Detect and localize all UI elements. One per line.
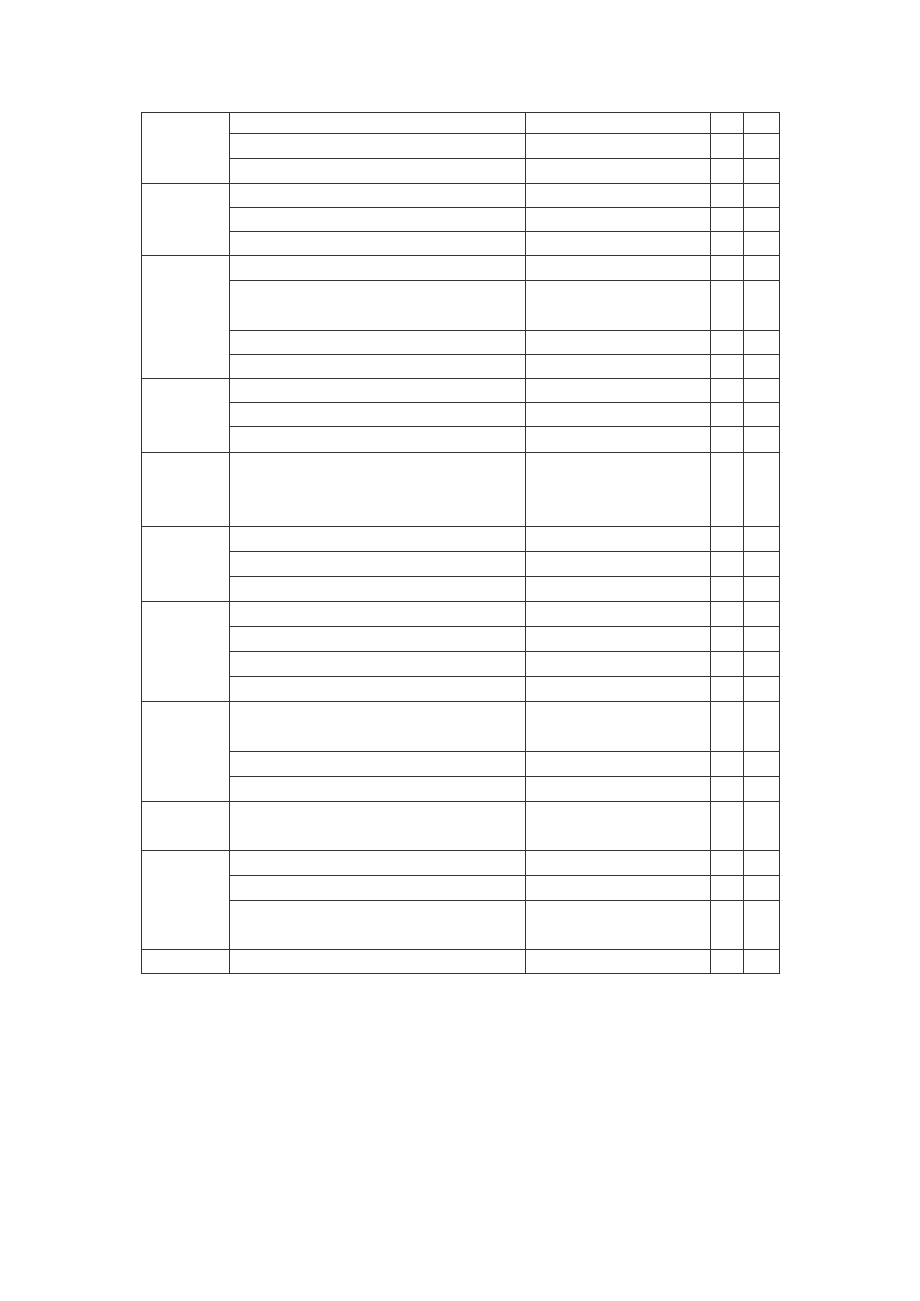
- status-cell[interactable]: [744, 331, 780, 355]
- inspection-item-cell: [230, 876, 526, 901]
- inspection-item-cell: [230, 208, 526, 232]
- table-row: [142, 331, 780, 355]
- standard-cell: [526, 256, 711, 281]
- standard-cell: [526, 184, 711, 208]
- inspection-item-cell: [230, 232, 526, 256]
- standard-cell: [526, 876, 711, 901]
- table-row: [142, 602, 780, 627]
- status-cell[interactable]: [711, 159, 744, 184]
- table-row: [142, 256, 780, 281]
- standard-cell: [526, 134, 711, 159]
- table-row: [142, 527, 780, 552]
- status-cell[interactable]: [744, 113, 780, 134]
- inspection-item-cell: [230, 281, 526, 331]
- status-cell[interactable]: [711, 379, 744, 403]
- standard-cell: [526, 453, 711, 527]
- table-row: [142, 134, 780, 159]
- status-cell[interactable]: [744, 627, 780, 652]
- table-row: [142, 453, 780, 527]
- category-cell: [142, 379, 230, 453]
- standard-cell: [526, 901, 711, 950]
- status-cell[interactable]: [711, 134, 744, 159]
- status-cell[interactable]: [711, 331, 744, 355]
- standard-cell: [526, 577, 711, 602]
- status-cell[interactable]: [711, 232, 744, 256]
- status-cell[interactable]: [744, 752, 780, 777]
- status-cell[interactable]: [744, 527, 780, 552]
- status-cell[interactable]: [744, 134, 780, 159]
- status-cell[interactable]: [711, 208, 744, 232]
- status-cell[interactable]: [744, 453, 780, 527]
- table-row: [142, 208, 780, 232]
- inspection-item-cell: [230, 331, 526, 355]
- category-cell: [142, 602, 230, 702]
- standard-cell: [526, 379, 711, 403]
- status-cell[interactable]: [744, 208, 780, 232]
- status-cell[interactable]: [744, 602, 780, 627]
- table-row: [142, 752, 780, 777]
- status-cell[interactable]: [744, 184, 780, 208]
- inspection-item-cell: [230, 403, 526, 427]
- standard-cell: [526, 331, 711, 355]
- standard-cell: [526, 802, 711, 851]
- inspection-item-cell: [230, 602, 526, 627]
- inspection-item-cell: [230, 527, 526, 552]
- standard-cell: [526, 427, 711, 453]
- inspection-item-cell: [230, 184, 526, 208]
- status-cell[interactable]: [744, 950, 780, 974]
- standard-cell: [526, 113, 711, 134]
- standard-cell: [526, 552, 711, 577]
- status-cell[interactable]: [711, 802, 744, 851]
- status-cell[interactable]: [744, 403, 780, 427]
- status-cell[interactable]: [711, 602, 744, 627]
- inspection-item-cell: [230, 677, 526, 702]
- status-cell[interactable]: [711, 184, 744, 208]
- inspection-item-cell: [230, 851, 526, 876]
- status-cell[interactable]: [711, 752, 744, 777]
- status-cell[interactable]: [744, 552, 780, 577]
- inspection-table: [141, 112, 780, 974]
- category-cell: [142, 256, 230, 379]
- status-cell[interactable]: [711, 677, 744, 702]
- table-row: [142, 851, 780, 876]
- status-cell[interactable]: [711, 453, 744, 527]
- inspection-item-cell: [230, 577, 526, 602]
- table-row: [142, 552, 780, 577]
- status-cell[interactable]: [744, 232, 780, 256]
- category-cell: [142, 453, 230, 527]
- inspection-item-cell: [230, 950, 526, 974]
- status-cell[interactable]: [711, 627, 744, 652]
- standard-cell: [526, 208, 711, 232]
- status-cell[interactable]: [711, 777, 744, 802]
- category-cell: [142, 950, 230, 974]
- status-cell[interactable]: [711, 427, 744, 453]
- status-cell[interactable]: [711, 113, 744, 134]
- category-cell: [142, 702, 230, 802]
- status-cell[interactable]: [711, 527, 744, 552]
- standard-cell: [526, 677, 711, 702]
- status-cell[interactable]: [744, 379, 780, 403]
- standard-cell: [526, 281, 711, 331]
- standard-cell: [526, 652, 711, 677]
- status-cell[interactable]: [744, 281, 780, 331]
- table-row: [142, 281, 780, 331]
- table-row: [142, 950, 780, 974]
- inspection-item-cell: [230, 752, 526, 777]
- table-row: [142, 184, 780, 208]
- standard-cell: [526, 527, 711, 552]
- category-cell: [142, 802, 230, 851]
- inspection-item-cell: [230, 453, 526, 527]
- inspection-item-cell: [230, 355, 526, 379]
- inspection-item-cell: [230, 427, 526, 453]
- category-cell: [142, 527, 230, 602]
- category-cell: [142, 851, 230, 950]
- table-row: [142, 355, 780, 379]
- category-cell: [142, 113, 230, 184]
- table-row: [142, 652, 780, 677]
- inspection-item-cell: [230, 802, 526, 851]
- status-cell[interactable]: [711, 851, 744, 876]
- status-cell[interactable]: [711, 652, 744, 677]
- status-cell[interactable]: [744, 159, 780, 184]
- standard-cell: [526, 777, 711, 802]
- table-row: [142, 159, 780, 184]
- inspection-item-cell: [230, 134, 526, 159]
- status-cell[interactable]: [711, 552, 744, 577]
- inspection-item-cell: [230, 901, 526, 950]
- table-row: [142, 777, 780, 802]
- status-cell[interactable]: [744, 355, 780, 379]
- inspection-item-cell: [230, 379, 526, 403]
- table-row: [142, 876, 780, 901]
- standard-cell: [526, 602, 711, 627]
- status-cell[interactable]: [711, 256, 744, 281]
- status-cell[interactable]: [711, 950, 744, 974]
- status-cell[interactable]: [711, 577, 744, 602]
- status-cell[interactable]: [711, 403, 744, 427]
- inspection-table-body: [142, 113, 780, 974]
- inspection-item-cell: [230, 256, 526, 281]
- status-cell[interactable]: [744, 577, 780, 602]
- status-cell[interactable]: [744, 802, 780, 851]
- category-cell: [142, 184, 230, 256]
- table-row: [142, 627, 780, 652]
- inspection-item-cell: [230, 702, 526, 752]
- status-cell[interactable]: [744, 427, 780, 453]
- table-row: [142, 677, 780, 702]
- status-cell[interactable]: [711, 901, 744, 950]
- status-cell[interactable]: [711, 355, 744, 379]
- inspection-item-cell: [230, 627, 526, 652]
- status-cell[interactable]: [744, 652, 780, 677]
- status-cell[interactable]: [711, 281, 744, 331]
- status-cell[interactable]: [711, 702, 744, 752]
- inspection-item-cell: [230, 552, 526, 577]
- table-row: [142, 802, 780, 851]
- standard-cell: [526, 355, 711, 379]
- inspection-item-cell: [230, 777, 526, 802]
- standard-cell: [526, 627, 711, 652]
- status-cell[interactable]: [744, 777, 780, 802]
- table-row: [142, 232, 780, 256]
- inspection-item-cell: [230, 652, 526, 677]
- status-cell[interactable]: [744, 876, 780, 901]
- status-cell[interactable]: [744, 702, 780, 752]
- status-cell[interactable]: [744, 677, 780, 702]
- standard-cell: [526, 950, 711, 974]
- standard-cell: [526, 232, 711, 256]
- status-cell[interactable]: [744, 901, 780, 950]
- standard-cell: [526, 403, 711, 427]
- table-row: [142, 901, 780, 950]
- table-row: [142, 427, 780, 453]
- table-row: [142, 702, 780, 752]
- inspection-item-cell: [230, 159, 526, 184]
- status-cell[interactable]: [711, 876, 744, 901]
- status-cell[interactable]: [744, 256, 780, 281]
- table-row: [142, 379, 780, 403]
- standard-cell: [526, 702, 711, 752]
- inspection-item-cell: [230, 113, 526, 134]
- standard-cell: [526, 159, 711, 184]
- status-cell[interactable]: [744, 851, 780, 876]
- standard-cell: [526, 851, 711, 876]
- standard-cell: [526, 752, 711, 777]
- table-row: [142, 113, 780, 134]
- table-row: [142, 577, 780, 602]
- table-row: [142, 403, 780, 427]
